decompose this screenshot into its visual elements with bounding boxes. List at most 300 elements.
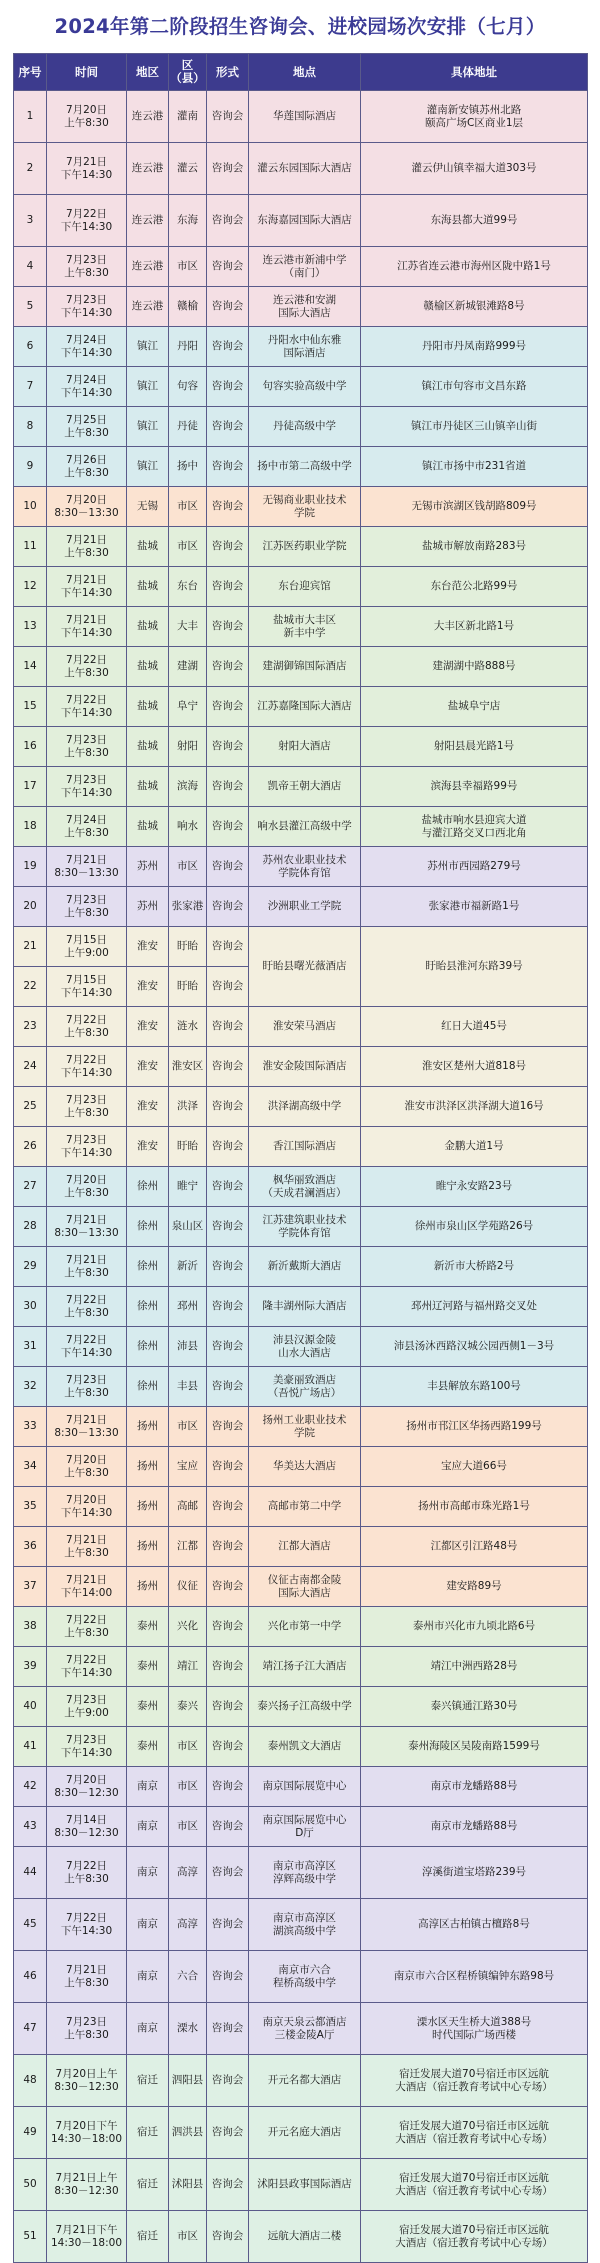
row-number: 14	[14, 647, 47, 687]
row-number: 17	[14, 767, 47, 807]
row-number: 5	[14, 287, 47, 327]
row-form: 咨询会	[207, 527, 249, 567]
row-form: 咨询会	[207, 247, 249, 287]
row-venue: 盐城市大丰区 新丰中学	[249, 607, 361, 647]
table-row	[14, 1447, 588, 1487]
row-city: 盐城	[127, 567, 169, 607]
row-time: 7月21日 8:30－13:30	[47, 1207, 127, 1247]
row-venue: 隆丰湖州际大酒店	[249, 1287, 361, 1327]
row-address: 红日大道45号	[361, 1007, 588, 1047]
row-form: 咨询会	[207, 2211, 249, 2263]
row-city: 苏州	[127, 847, 169, 887]
row-county: 高邮	[169, 1487, 207, 1527]
row-venue: 沭阳县政事国际酒店	[249, 2159, 361, 2211]
row-city: 扬州	[127, 1447, 169, 1487]
row-number: 47	[14, 2003, 47, 2055]
row-number: 45	[14, 1899, 47, 1951]
row-county: 邳州	[169, 1287, 207, 1327]
header-form: 形式	[207, 54, 249, 91]
row-number: 27	[14, 1167, 47, 1207]
row-address: 新沂市大桥路2号	[361, 1247, 588, 1287]
row-form: 咨询会	[207, 327, 249, 367]
row-county: 六合	[169, 1951, 207, 2003]
row-county: 市区	[169, 1807, 207, 1847]
row-venue: 淮安金陵国际酒店	[249, 1047, 361, 1087]
row-number: 32	[14, 1367, 47, 1407]
row-address: 灌云伊山镇幸福大道303号	[361, 143, 588, 195]
row-venue: 沙洲职业工学院	[249, 887, 361, 927]
row-venue: 响水县灌江高级中学	[249, 807, 361, 847]
table-row	[14, 1047, 588, 1087]
row-county: 泰兴	[169, 1687, 207, 1727]
row-number: 39	[14, 1647, 47, 1687]
row-time: 7月21日上午 8:30－12:30	[47, 2159, 127, 2211]
row-city: 盐城	[127, 767, 169, 807]
row-form: 咨询会	[207, 687, 249, 727]
row-form: 咨询会	[207, 1367, 249, 1407]
row-form: 咨询会	[207, 567, 249, 607]
row-time: 7月22日 上午8:30	[47, 1607, 127, 1647]
row-city: 徐州	[127, 1247, 169, 1287]
row-city: 无锡	[127, 487, 169, 527]
row-venue: 沛县汉源金陵 山水大酒店	[249, 1327, 361, 1367]
row-city: 泰州	[127, 1647, 169, 1687]
row-time: 7月21日下午 14:30－18:00	[47, 2211, 127, 2263]
row-form: 咨询会	[207, 1167, 249, 1207]
row-county: 江都	[169, 1527, 207, 1567]
row-city: 连云港	[127, 91, 169, 143]
row-city: 连云港	[127, 287, 169, 327]
row-form: 咨询会	[207, 887, 249, 927]
row-form: 咨询会	[207, 287, 249, 327]
header-row	[14, 54, 588, 91]
row-form: 咨询会	[207, 1647, 249, 1687]
table-row	[14, 567, 588, 607]
row-number: 43	[14, 1807, 47, 1847]
row-number: 9	[14, 447, 47, 487]
row-form: 咨询会	[207, 1487, 249, 1527]
row-address: 徐州市泉山区学苑路26号	[361, 1207, 588, 1247]
row-time: 7月21日 上午8:30	[47, 1247, 127, 1287]
row-address: 射阳县晨光路1号	[361, 727, 588, 767]
table-row	[14, 2003, 588, 2055]
row-form: 咨询会	[207, 607, 249, 647]
row-form: 咨询会	[207, 647, 249, 687]
table-row	[14, 687, 588, 727]
row-form: 咨询会	[207, 91, 249, 143]
row-form: 咨询会	[207, 1127, 249, 1167]
row-time: 7月23日 下午14:30	[47, 1727, 127, 1767]
row-venue: 无锡商业职业技术 学院	[249, 487, 361, 527]
row-county: 句容	[169, 367, 207, 407]
row-venue: 东台迎宾馆	[249, 567, 361, 607]
table-row	[14, 847, 588, 887]
row-number: 31	[14, 1327, 47, 1367]
row-time: 7月21日 8:30－13:30	[47, 847, 127, 887]
row-time: 7月22日 下午14:30	[47, 1327, 127, 1367]
row-time: 7月23日 上午9:00	[47, 1687, 127, 1727]
row-county: 泗阳县	[169, 2055, 207, 2107]
row-city: 泰州	[127, 1687, 169, 1727]
row-city: 盐城	[127, 527, 169, 567]
row-time: 7月21日 下午14:30	[47, 143, 127, 195]
row-form: 咨询会	[207, 1287, 249, 1327]
row-venue: 淮安荣马酒店	[249, 1007, 361, 1047]
row-city: 盐城	[127, 807, 169, 847]
row-time: 7月15日 下午14:30	[47, 967, 127, 1007]
row-address: 淮安市洪泽区洪泽湖大道16号	[361, 1087, 588, 1127]
row-city: 南京	[127, 1847, 169, 1899]
row-form: 咨询会	[207, 1567, 249, 1607]
row-county: 建湖	[169, 647, 207, 687]
table-row	[14, 1167, 588, 1207]
row-county: 赣榆	[169, 287, 207, 327]
row-form: 咨询会	[207, 2055, 249, 2107]
row-number: 25	[14, 1087, 47, 1127]
row-number: 13	[14, 607, 47, 647]
row-number: 48	[14, 2055, 47, 2107]
row-city: 镇江	[127, 407, 169, 447]
row-address: 泰州市兴化市九顷北路6号	[361, 1607, 588, 1647]
row-time: 7月22日 上午8:30	[47, 1287, 127, 1327]
row-number: 44	[14, 1847, 47, 1899]
row-number: 35	[14, 1487, 47, 1527]
row-city: 南京	[127, 2003, 169, 2055]
row-time: 7月23日 下午14:30	[47, 287, 127, 327]
row-address: 扬州市邗江区华扬西路199号	[361, 1407, 588, 1447]
row-county: 沛县	[169, 1327, 207, 1367]
row-city: 徐州	[127, 1327, 169, 1367]
row-address: 高淳区古柏镇古檀路8号	[361, 1899, 588, 1951]
row-address: 建湖湖中路888号	[361, 647, 588, 687]
row-number: 20	[14, 887, 47, 927]
row-address: 张家港市福新路1号	[361, 887, 588, 927]
row-form: 咨询会	[207, 2003, 249, 2055]
row-county: 丰县	[169, 1367, 207, 1407]
header-no: 序号	[14, 54, 47, 91]
row-address: 泰州海陵区吴陵南路1599号	[361, 1727, 588, 1767]
row-county: 市区	[169, 847, 207, 887]
row-venue: 泰兴扬子江高级中学	[249, 1687, 361, 1727]
row-number: 29	[14, 1247, 47, 1287]
row-county: 洪泽	[169, 1087, 207, 1127]
row-city: 南京	[127, 1951, 169, 2003]
row-address: 靖江中洲西路28号	[361, 1647, 588, 1687]
row-venue: 江都大酒店	[249, 1527, 361, 1567]
table-row	[14, 447, 588, 487]
row-city: 扬州	[127, 1487, 169, 1527]
row-city: 镇江	[127, 367, 169, 407]
row-address: 灌南新安镇苏州北路 颐高广场C区商业1层	[361, 91, 588, 143]
row-number: 42	[14, 1767, 47, 1807]
row-city: 镇江	[127, 447, 169, 487]
schedule-body	[14, 91, 588, 2263]
row-address: 丹阳市丹凤南路999号	[361, 327, 588, 367]
row-number: 33	[14, 1407, 47, 1447]
row-form: 咨询会	[207, 367, 249, 407]
row-form: 咨询会	[207, 2107, 249, 2159]
row-address: 大丰区新北路1号	[361, 607, 588, 647]
table-row	[14, 887, 588, 927]
row-county: 市区	[169, 487, 207, 527]
row-city: 盐城	[127, 647, 169, 687]
table-row	[14, 727, 588, 767]
row-county: 溧水	[169, 2003, 207, 2055]
row-county: 靖江	[169, 1647, 207, 1687]
row-venue: 南京国际展览中心	[249, 1767, 361, 1807]
row-address: 东海县都大道99号	[361, 195, 588, 247]
row-time: 7月26日 上午8:30	[47, 447, 127, 487]
table-row	[14, 2211, 588, 2263]
row-time: 7月23日 上午8:30	[47, 2003, 127, 2055]
row-number: 8	[14, 407, 47, 447]
row-address: 建安路89号	[361, 1567, 588, 1607]
row-venue: 新沂戴斯大酒店	[249, 1247, 361, 1287]
table-row	[14, 1727, 588, 1767]
table-row	[14, 487, 588, 527]
row-address: 宿迁发展大道70号宿迁市区远航 大酒店（宿迁教育考试中心专场）	[361, 2211, 588, 2263]
row-time: 7月20日 上午8:30	[47, 1447, 127, 1487]
row-venue: 远航大酒店二楼	[249, 2211, 361, 2263]
table-row	[14, 1647, 588, 1687]
row-venue: 开元名都大酒店	[249, 2055, 361, 2107]
page-title: 2024年第二阶段招生咨询会、进校园场次安排（七月）	[54, 15, 546, 38]
row-form: 咨询会	[207, 1407, 249, 1447]
table-row	[14, 195, 588, 247]
row-number: 37	[14, 1567, 47, 1607]
row-form: 咨询会	[207, 767, 249, 807]
row-city: 淮安	[127, 1127, 169, 1167]
row-city: 淮安	[127, 1047, 169, 1087]
row-number: 10	[14, 487, 47, 527]
row-county: 泗洪县	[169, 2107, 207, 2159]
row-address: 溧水区天生桥大道388号 时代国际广场西楼	[361, 2003, 588, 2055]
row-number: 1	[14, 91, 47, 143]
row-city: 南京	[127, 1767, 169, 1807]
row-time: 7月23日 上午8:30	[47, 727, 127, 767]
table-row	[14, 1567, 588, 1607]
table-row	[14, 1407, 588, 1447]
row-form: 咨询会	[207, 2159, 249, 2211]
row-county: 东海	[169, 195, 207, 247]
row-form: 咨询会	[207, 1607, 249, 1647]
row-venue: 连云港和安湖 国际大酒店	[249, 287, 361, 327]
row-county: 盱眙	[169, 927, 207, 967]
row-county: 市区	[169, 527, 207, 567]
row-county: 盱眙	[169, 1127, 207, 1167]
row-city: 宿迁	[127, 2159, 169, 2211]
row-time: 7月21日 下午14:30	[47, 607, 127, 647]
row-address: 泰兴镇通江路30号	[361, 1687, 588, 1727]
row-address: 淮安区楚州大道818号	[361, 1047, 588, 1087]
row-time: 7月21日 上午8:30	[47, 1951, 127, 2003]
row-address: 南京市龙蟠路88号	[361, 1767, 588, 1807]
row-address: 扬州市高邮市珠光路1号	[361, 1487, 588, 1527]
row-county: 扬中	[169, 447, 207, 487]
row-number: 11	[14, 527, 47, 567]
row-city: 苏州	[127, 887, 169, 927]
row-county: 市区	[169, 1727, 207, 1767]
row-venue: 南京市高淳区 湖滨高级中学	[249, 1899, 361, 1951]
row-venue: 靖江扬子江大酒店	[249, 1647, 361, 1687]
row-number: 19	[14, 847, 47, 887]
row-venue: 兴化市第一中学	[249, 1607, 361, 1647]
row-form: 咨询会	[207, 143, 249, 195]
row-venue: 南京市六合 程桥高级中学	[249, 1951, 361, 2003]
row-county: 滨海	[169, 767, 207, 807]
table-row	[14, 647, 588, 687]
row-city: 泰州	[127, 1607, 169, 1647]
row-form: 咨询会	[207, 407, 249, 447]
row-time: 7月22日 下午14:30	[47, 195, 127, 247]
table-row	[14, 1767, 588, 1807]
row-county: 市区	[169, 1767, 207, 1807]
row-form: 咨询会	[207, 807, 249, 847]
row-venue: 泰州凯文大酒店	[249, 1727, 361, 1767]
row-time: 7月23日 上午8:30	[47, 1367, 127, 1407]
row-county: 淮安区	[169, 1047, 207, 1087]
table-row	[14, 527, 588, 567]
table-row	[14, 807, 588, 847]
row-time: 7月20日上午 8:30－12:30	[47, 2055, 127, 2107]
row-venue: 洪泽湖高级中学	[249, 1087, 361, 1127]
row-city: 南京	[127, 1899, 169, 1951]
row-time: 7月14日 8:30－12:30	[47, 1807, 127, 1847]
row-city: 宿迁	[127, 2211, 169, 2263]
row-county: 泉山区	[169, 1207, 207, 1247]
row-address: 江苏省连云港市海州区陇中路1号	[361, 247, 588, 287]
table-row	[14, 767, 588, 807]
row-time: 7月21日 下午14:30	[47, 567, 127, 607]
row-city: 连云港	[127, 143, 169, 195]
table-row	[14, 1807, 588, 1847]
row-time: 7月15日 上午9:00	[47, 927, 127, 967]
row-county: 响水	[169, 807, 207, 847]
row-form: 咨询会	[207, 1447, 249, 1487]
row-venue: 江苏医药职业学院	[249, 527, 361, 567]
row-county: 宝应	[169, 1447, 207, 1487]
row-number: 40	[14, 1687, 47, 1727]
row-number: 24	[14, 1047, 47, 1087]
row-venue: 东海嘉园国际大酒店	[249, 195, 361, 247]
row-number: 51	[14, 2211, 47, 2263]
row-address: 盱眙县淮河东路39号	[361, 927, 588, 1007]
row-form: 咨询会	[207, 1207, 249, 1247]
row-number: 49	[14, 2107, 47, 2159]
row-county: 大丰	[169, 607, 207, 647]
table-row	[14, 927, 588, 967]
table-row	[14, 367, 588, 407]
row-venue: 江苏建筑职业技术 学院体育馆	[249, 1207, 361, 1247]
row-number: 50	[14, 2159, 47, 2211]
row-address: 宿迁发展大道70号宿迁市区远航 大酒店（宿迁教育考试中心专场）	[361, 2107, 588, 2159]
row-form: 咨询会	[207, 1047, 249, 1087]
row-county: 兴化	[169, 1607, 207, 1647]
row-county: 市区	[169, 2211, 207, 2263]
row-number: 2	[14, 143, 47, 195]
row-venue: 建湖御锦国际酒店	[249, 647, 361, 687]
row-city: 镇江	[127, 327, 169, 367]
table-row	[14, 247, 588, 287]
row-address: 镇江市丹徒区三山镇辛山街	[361, 407, 588, 447]
row-address: 盐城市解放南路283号	[361, 527, 588, 567]
row-venue: 扬中市第二高级中学	[249, 447, 361, 487]
row-county: 灌南	[169, 91, 207, 143]
row-county: 高淳	[169, 1899, 207, 1951]
row-form: 咨询会	[207, 487, 249, 527]
row-number: 4	[14, 247, 47, 287]
row-city: 宿迁	[127, 2107, 169, 2159]
row-venue: 南京国际展览中心 D厅	[249, 1807, 361, 1847]
row-venue: 枫华丽致酒店 （天成君澜酒店）	[249, 1167, 361, 1207]
row-county: 睢宁	[169, 1167, 207, 1207]
row-address: 沛县汤沐西路汉城公园西侧1－3号	[361, 1327, 588, 1367]
table-row	[14, 1951, 588, 2003]
row-address: 宿迁发展大道70号宿迁市区远航 大酒店（宿迁教育考试中心专场）	[361, 2055, 588, 2107]
row-address: 邳州辽河路与福州路交叉处	[361, 1287, 588, 1327]
row-address: 睢宁永安路23号	[361, 1167, 588, 1207]
row-number: 21	[14, 927, 47, 967]
row-county: 丹徒	[169, 407, 207, 447]
row-venue: 丹徒高级中学	[249, 407, 361, 447]
table-row	[14, 407, 588, 447]
row-city: 盐城	[127, 687, 169, 727]
row-form: 咨询会	[207, 1767, 249, 1807]
row-city: 泰州	[127, 1727, 169, 1767]
row-time: 7月25日 上午8:30	[47, 407, 127, 447]
row-venue: 仪征古南都金陵 国际大酒店	[249, 1567, 361, 1607]
row-time: 7月24日 下午14:30	[47, 327, 127, 367]
row-county: 仪征	[169, 1567, 207, 1607]
table-row	[14, 1287, 588, 1327]
row-city: 宿迁	[127, 2055, 169, 2107]
row-number: 16	[14, 727, 47, 767]
row-form: 咨询会	[207, 195, 249, 247]
row-time: 7月21日 8:30－13:30	[47, 1407, 127, 1447]
row-county: 市区	[169, 1407, 207, 1447]
row-form: 咨询会	[207, 847, 249, 887]
table-row	[14, 143, 588, 195]
row-time: 7月23日 下午14:30	[47, 1127, 127, 1167]
row-form: 咨询会	[207, 1007, 249, 1047]
table-row	[14, 327, 588, 367]
row-city: 扬州	[127, 1527, 169, 1567]
row-address: 镇江市句容市文昌东路	[361, 367, 588, 407]
row-venue: 美豪丽致酒店 （吾悦广场店）	[249, 1367, 361, 1407]
row-number: 15	[14, 687, 47, 727]
row-address: 淳溪街道宝塔路239号	[361, 1847, 588, 1899]
row-address: 盐城阜宁店	[361, 687, 588, 727]
row-form: 咨询会	[207, 1951, 249, 2003]
row-address: 江都区引江路48号	[361, 1527, 588, 1567]
row-form: 咨询会	[207, 1899, 249, 1951]
row-city: 淮安	[127, 967, 169, 1007]
row-venue: 盱眙县曙光薇酒店	[249, 927, 361, 1007]
row-city: 徐州	[127, 1207, 169, 1247]
row-number: 34	[14, 1447, 47, 1487]
row-venue: 句容实验高级中学	[249, 367, 361, 407]
row-venue: 华美达大酒店	[249, 1447, 361, 1487]
row-time: 7月20日 8:30－13:30	[47, 487, 127, 527]
header-time: 时间	[47, 54, 127, 91]
row-number: 18	[14, 807, 47, 847]
row-city: 徐州	[127, 1287, 169, 1327]
row-address: 东台范公北路99号	[361, 567, 588, 607]
table-row	[14, 1127, 588, 1167]
row-time: 7月20日 8:30－12:30	[47, 1767, 127, 1807]
table-row	[14, 1007, 588, 1047]
table-row	[14, 1487, 588, 1527]
